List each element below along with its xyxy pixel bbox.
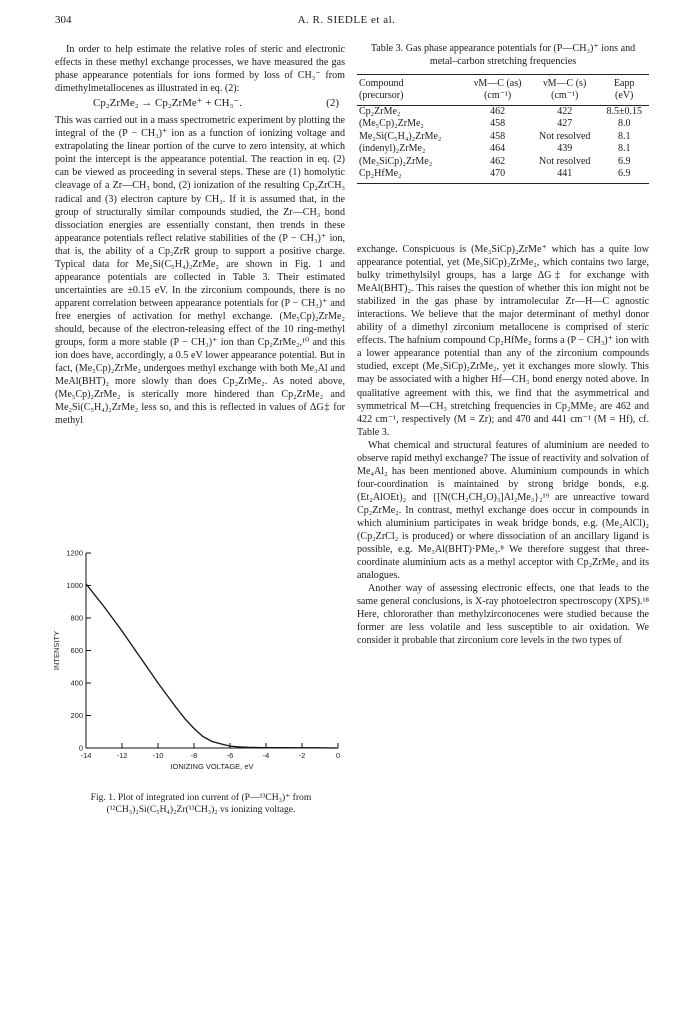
table-row xyxy=(357,168,649,184)
equation-text: Cp₂ZrMe₂ → Cp₂ZrMe⁺ + CH₃⁻. xyxy=(93,97,242,110)
x-axis-label: IONIZING VOLTAGE, eV xyxy=(170,762,254,771)
page-number: 304 xyxy=(55,14,72,26)
table-header-row xyxy=(357,75,649,106)
right-paragraph-3: Another way of assessing electronic effects, one that leads to the same general conclusions, is X-ray photoelectron spectroscopy (XPS).¹⁸ Here, chlororather than methylzirconocenes were studied because the former are less volatile and less susceptible to air oxidation. We consider it probable that zirconium core levels in the two types of xyxy=(357,583,649,647)
table-cell: 464 xyxy=(490,143,506,155)
y-ticks xyxy=(66,549,91,753)
table-row xyxy=(357,156,649,168)
y-tick-label: 600 xyxy=(70,646,83,655)
y-tick-label: 1200 xyxy=(66,548,83,558)
table-row xyxy=(357,106,649,119)
table-cell: 462 xyxy=(490,155,506,167)
table-row xyxy=(357,118,649,130)
right-paragraph-2: What chemical and structural features of aluminium are needed to observe rapid methyl exchange? The issue of reactivity and solvation of Me₄Al₂ has been mentioned above. Aluminium compounds in which four-coordination is maintained by strong bridge bonds, e.g. (Et₂AlOEt)₂ and {[N(CH₂CH₂O)₃]Al₂Me₃}₂¹⁹ are unreactive toward Cp₂ZrMe₂. In contrast, methyl exchange does occur in compounds in which aluminium participates in weak bridge bonds, e.g. (Me₂AlCl)₂ (Cp₂ZrCl₂ is produced) or where dissociation of an ancillary ligand is possible, e.g. Me₃Al(BHT)·PMe₃.⁸ We therefore suggest that three-coordinate aluminium acts as a methyl acceptor with Cp₂ZrMe₂ and its analogues. xyxy=(357,439,649,582)
x-tick-label: -10 xyxy=(152,751,164,760)
header-compound xyxy=(357,75,465,106)
table-cell: 8.0 xyxy=(617,118,631,130)
table-cell: 8.1 xyxy=(617,130,631,142)
y-tick-label: 200 xyxy=(70,711,83,720)
table-3 xyxy=(357,43,649,184)
table-cell: (Me₅Cp)₂ZrMe₂ xyxy=(359,118,424,130)
header-eapp-l1: Eapp xyxy=(613,78,635,89)
table-cell: 6.9 xyxy=(617,168,631,180)
table-cell: (Me₃SiCp)₂ZrMe₂ xyxy=(359,155,433,167)
table-cell: 458 xyxy=(490,130,506,142)
table-cell: 439 xyxy=(557,143,573,155)
table-cell: 6.9 xyxy=(617,155,631,167)
y-tick-label: 0 xyxy=(78,743,83,753)
left-paragraph-2: This was carried out in a mass spectrometric experiment by plotting the integral of the (P − CH₃)⁺ ion as a function of ionizing voltage and extrapolating the linear portion of the curve to zero intensity, at which point the intercept is the appearance potential. The reaction in eq. (2) can be viewed as proceeding in several steps. These are (1) homolytic cleavage of a Zr—CH₃ bond, (2) ionization of the resulting Cp₂ZrCH₃ radical and (3) electron capture by CH₃. If it is assumed that, in the group of structurally similar compounds studied, the Zr—CH₃ bond dissociation energies are essentially constant, then trends in these appearance potentials reflect relative stabilities of the (P − CH₃)⁺ ion, that is, the ability of a Cp₂ZrR group to support a positive charge. Typical data for Me₂Si(C₅H₄)₂ZrMe₂ are shown in Fig. 1 and appearance potentials are collected in Table 3. Their estimated uncertainties are ±0.15 eV. In the zirconium compounds, there is no apparent correlation between appearance potentials for (P − CH₃)⁺ and free energies of activation for methyl exchange. (Me₅Cp)₂ZrMe₂ should, because of the electron-releasing effect of the 10 ring-methyl groups, form a more stable (P − CH₃)⁺ ion than Cp₂ZrMe₂,¹⁰ and this ion does have, accordingly, a 0.5 eV lower appearance potential. But in fact, (Me₅Cp)₂ZrMe₂ undergoes methyl exchange with both Me₃Al and MeAl(BHT)₂ more slowly than does Cp₂ZrMe₂. As noted above, (Me₅Cp)₂ZrMe₂ is sterically more hindered than Cp₂ZrMe₂ and Me₂Si(C₅H₄)₂ZrMe₂ less so, and this is reflected in values of ΔG‡ for methyl xyxy=(55,115,345,427)
x-tick-label: -2 xyxy=(298,751,306,760)
y-tick-label: 400 xyxy=(70,678,83,688)
appearance-potential-table xyxy=(357,74,649,184)
table-caption: Table 3. Gas phase appearance potentials for (P—CH₃)⁺ ions and metal–carbon stretching frequencies xyxy=(370,43,636,67)
table-cell: 470 xyxy=(490,168,506,180)
right-paragraph-1: exchange. Conspicuous is (Me₃SiCp)₂ZrMe⁺ which has a quite low appearance potential, yet (Me₃SiCp)₂ZrMe₂, which contains two large, bulky trimethylsilyl groups, has a large ΔG‡ for exchange with MeAl(BHT)₂. This raises the question of whether this ion might not be stabilized in the gas phase by intramolecular Zr—H—C agnostic interactions. We believe that the major determinant of methyl donor ability of a dimethyl zirconium metallocene is comprised of steric effects. The hafnium compound Cp₂HfMe₂ forms a (P − CH₃)⁺ ion with a lower appearance potential than any of the zirconium compounds studied, except (Me₃SiCp)₂ZrMe₂, yet it exchanges more slowly. This may be associated with a higher Hf—CH₃ bond energy noted above. In qualitative agreement with this, we find that the asymmetrical and symmetrical M—CH₃ stretching frequencies in Cp₂MMe₂ are 462 and 422 cm⁻¹, respectively (M = Zr); and 470 and 441 cm⁻¹ (M = Hf), cf. Table 3. xyxy=(357,244,649,438)
x-tick-label: 0 xyxy=(335,751,341,760)
table-row xyxy=(357,143,649,155)
table-cell: Cp₂HfMe₂ xyxy=(359,168,402,180)
header-vs-l2: (cm⁻¹) xyxy=(551,90,579,101)
header-vs-l1: νM—C (s) xyxy=(543,78,587,89)
y-tick-label: 1000 xyxy=(66,581,83,590)
table-cell: 8.1 xyxy=(617,143,631,155)
equation-number: (2) xyxy=(326,97,339,110)
left-paragraph-1: In order to help estimate the relative roles of steric and electronic effects in these methyl exchange processes, we have measured the gas phase appearance potentials for ions formed by loss of CH₃⁻ from dimethylmetallocenes as illustrated in eq. (2): xyxy=(55,44,345,95)
y-axis-label: INTENSITY xyxy=(52,630,61,671)
x-ticks xyxy=(78,743,341,760)
y-tick-label: 800 xyxy=(70,613,83,623)
table-cell: 427 xyxy=(557,118,573,130)
x-tick-label: -8 xyxy=(190,751,198,760)
header-compound-l1: Compound xyxy=(359,78,404,89)
x-tick-label: -14 xyxy=(80,751,92,760)
series-line xyxy=(86,584,338,748)
x-tick-label: -6 xyxy=(226,751,234,760)
header-vas-l1: νM—C (as) xyxy=(473,78,522,89)
table-cell: Not resolved xyxy=(539,130,591,142)
table-cell: Me₂Si(C₅H₄)₂ZrMe₂ xyxy=(359,130,442,142)
x-tick-label: -4 xyxy=(262,751,270,760)
table-cell: 462 xyxy=(490,106,506,117)
header-eapp-l2: (eV) xyxy=(615,90,634,101)
table-cell: 8.5±0.15 xyxy=(606,106,642,117)
table-cell: 422 xyxy=(557,106,573,117)
header-eapp xyxy=(599,75,649,106)
running-title: A. R. SIEDLE et al. xyxy=(297,14,396,26)
table-cell: 441 xyxy=(557,168,573,180)
header-compound-l2: (precursor) xyxy=(359,90,404,101)
right-column xyxy=(357,243,649,647)
left-column xyxy=(55,43,345,427)
figure-caption: Fig. 1. Plot of integrated ion current of (P—¹³CH₃)⁺ from (¹²CH₃)₂Si(C₅H₄)₂Zr(¹³CH₃)₂ vs ionizing voltage. xyxy=(90,792,312,815)
table-cell: 458 xyxy=(490,118,506,130)
chart-axes xyxy=(86,553,338,748)
header-vas-l2: (cm⁻¹) xyxy=(484,90,512,101)
x-tick-label: -12 xyxy=(116,751,128,760)
table-cell: Cp₂ZrMe₂ xyxy=(359,106,401,117)
table-cell: (indenyl)₂ZrMe₂ xyxy=(359,143,426,155)
header-vas xyxy=(465,75,530,106)
table-cell: Not resolved xyxy=(539,155,591,167)
header-vs xyxy=(530,75,599,106)
table-row xyxy=(357,131,649,143)
equation-2 xyxy=(55,95,345,114)
figure-1-chart xyxy=(48,543,348,783)
